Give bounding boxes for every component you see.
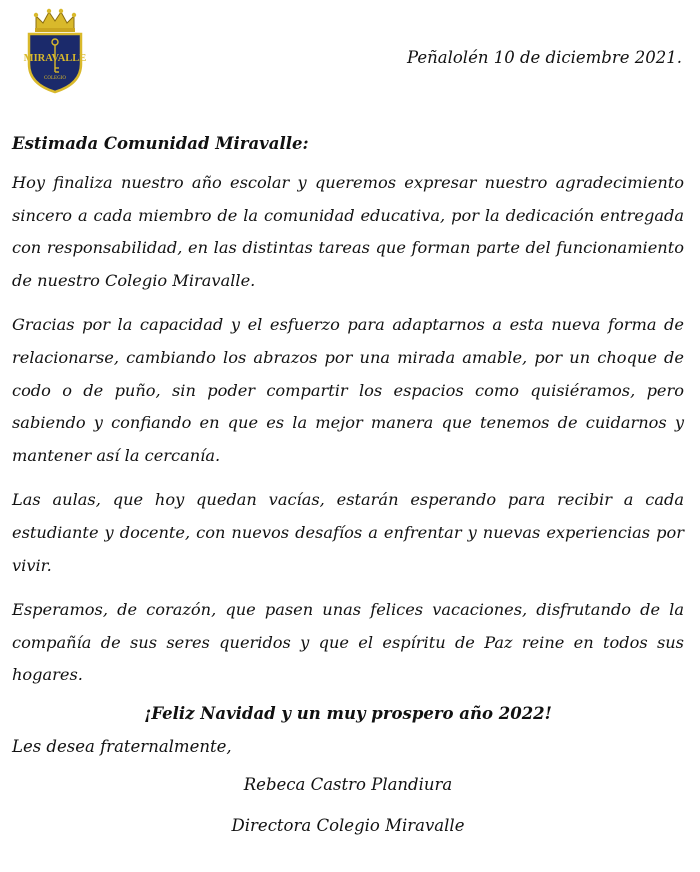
signature-title: Directora Colegio Miravalle xyxy=(231,815,465,835)
school-logo xyxy=(22,6,88,94)
letter-body xyxy=(12,134,684,835)
closing-wish: ¡Feliz Navidad y un muy prospero año 2022! xyxy=(144,703,552,723)
letter-date: Peñalolén 10 de diciembre 2021. xyxy=(407,48,682,67)
paragraph-2: Gracias por la capacidad y el esfuerzo para adaptarnos a esta nueva forma de relacionarse, cambiando los abrazos por una mirada amable, por un choque de codo o de puño, sin poder compartir los espacios como quisiéramos, pero sabiendo y confiando en que es la mejor manera que tenemos de cuidarnos y mantener así la cercanía. xyxy=(12,315,684,465)
paragraph-3: Las aulas, que hoy quedan vacías, estarán esperando para recibir a cada estudiante y docente, con nuevos desafíos a enfrentar y nuevas experiencias por vivir. xyxy=(12,490,684,575)
paragraph-1: Hoy finaliza nuestro año escolar y queremos expresar nuestro agradecimiento sincero a cada miembro de la comunidad educativa, por la dedicación entregada con responsabilidad, en las distintas tareas que forman parte del funcionamiento de nuestro Colegio Miravalle. xyxy=(12,173,684,290)
logo-brand: MIRAVALLE xyxy=(23,53,87,64)
school-crest-icon xyxy=(22,6,88,94)
logo-subtitle: COLEGIO xyxy=(44,76,66,81)
farewell-line: Les desea fraternalmente, xyxy=(12,736,232,756)
signature-name: Rebeca Castro Plandiura xyxy=(243,774,453,794)
paragraph-4: Esperamos, de corazón, que pasen unas felices vacaciones, disfrutando de la compañía de sus seres queridos y que el espíritu de Paz reine en todos sus hogares. xyxy=(12,600,684,685)
letter-greeting: Estimada Comunidad Miravalle: xyxy=(12,134,309,153)
